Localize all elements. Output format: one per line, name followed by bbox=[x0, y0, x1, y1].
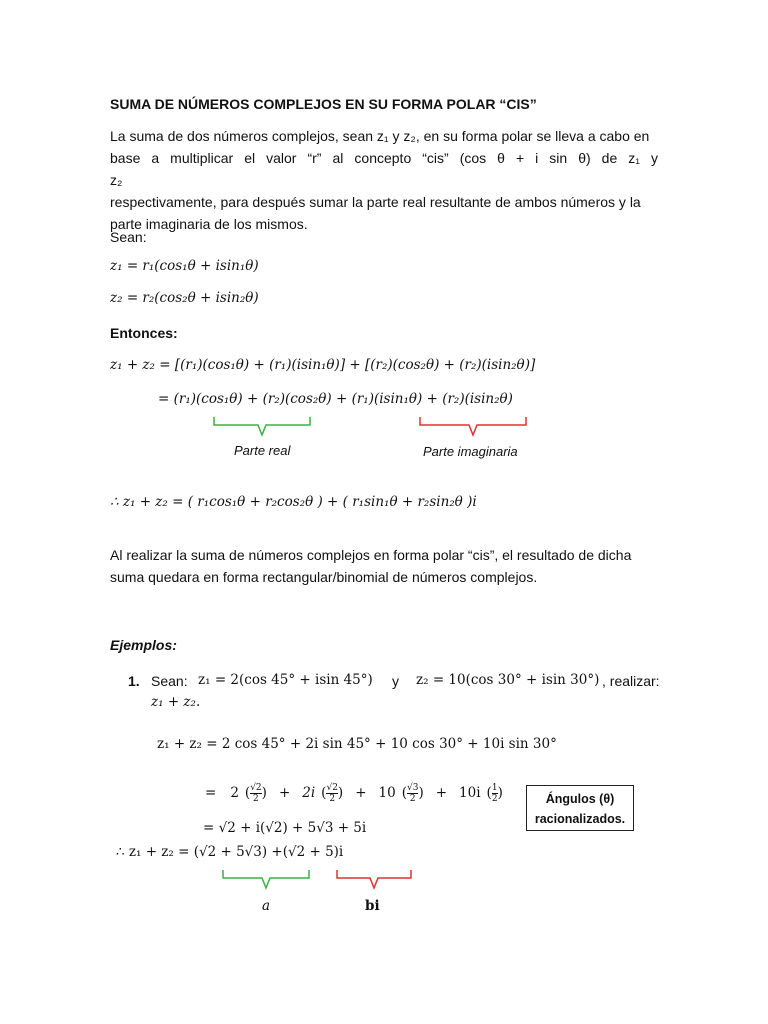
label-a: a bbox=[262, 898, 271, 914]
equation-therefore: ∴ z₁ + z₂ = ( r₁cos₁θ + r₂cos₂θ ) + ( r₁sin₁θ + r₂sin₂θ )i bbox=[110, 494, 477, 510]
conclusion-line: Al realizar la suma de números complejos en forma polar “cis”, el resultado de dicha bbox=[110, 547, 632, 563]
example-sean: Sean: bbox=[151, 673, 188, 689]
entonces-label: Entonces: bbox=[110, 325, 178, 341]
imaginary-bi-brace bbox=[335, 868, 413, 892]
equation-z1: z₁ = r₁(cos₁θ + isin₁θ) bbox=[110, 258, 259, 274]
label-imaginary-part: Parte imaginaria bbox=[423, 444, 518, 459]
intro-line: base a multiplicar el valor “r” al concepto “cis” (cos θ + i sin θ) de z₁ y z₂ bbox=[110, 150, 658, 188]
step2-fraction: ( √2 2 ) bbox=[244, 782, 267, 804]
step2-coef: 10 bbox=[378, 785, 396, 801]
example-step1: z₁ + z₂ = 2 cos 45° + 2i sin 45° + 10 cos 30° + 10i sin 30° bbox=[157, 736, 557, 752]
example-task-expression: z₁ + z₂. bbox=[151, 694, 201, 710]
ejemplos-label: Ejemplos: bbox=[110, 637, 177, 653]
example-step2 bbox=[205, 780, 503, 806]
example-and: y bbox=[392, 673, 399, 689]
step2-fraction: ( √2 2 ) bbox=[321, 782, 344, 804]
intro-paragraph bbox=[110, 125, 658, 235]
note-line: Ángulos (θ) bbox=[545, 792, 615, 806]
step2-coef: 10i bbox=[459, 785, 481, 801]
step2-fraction: ( 1 2 ) bbox=[486, 782, 503, 804]
label-real-part: Parte real bbox=[234, 443, 291, 458]
step2-coef: 2i bbox=[302, 785, 316, 801]
example-z2-definition: z₂ = 10(cos 30° + isin 30°) bbox=[416, 672, 600, 688]
example-z1-definition: z₁ = 2(cos 45° + isin 45°) bbox=[198, 672, 373, 688]
intro-line: La suma de dos números complejos, sean z₁ y z₂, en su forma polar se lleva a cabo en bbox=[110, 128, 650, 144]
equation-sum-line1: z₁ + z₂ = [(r₁)(cos₁θ) + (r₁)(isin₁θ)] + [(r₂)(cos₂θ) + (r₂)(isin₂θ)] bbox=[110, 357, 536, 373]
real-a-brace bbox=[221, 868, 311, 892]
conclusion-paragraph bbox=[110, 544, 658, 588]
example-step3: = √2 + i(√2) + 5√3 + 5i bbox=[203, 820, 367, 836]
imaginary-part-brace bbox=[418, 415, 528, 439]
step2-plus: + bbox=[278, 785, 291, 801]
intro-line: parte imaginaria de los mismos. bbox=[110, 216, 308, 232]
example-step4: ∴ z₁ + z₂ = (√2 + 5√3) +(√2 + 5)i bbox=[116, 844, 344, 860]
equation-z2: z₂ = r₂(cos₂θ + isin₂θ) bbox=[110, 290, 259, 306]
step2-equals: = bbox=[205, 785, 217, 801]
step2-plus: + bbox=[435, 785, 448, 801]
real-part-brace bbox=[212, 415, 312, 439]
sean-label: Sean: bbox=[110, 229, 147, 245]
step2-plus: + bbox=[355, 785, 367, 801]
note-box bbox=[526, 785, 634, 831]
equation-sum-line2: = (r₁)(cos₁θ) + (r₂)(cos₂θ) + (r₁)(isin₁θ) + (r₂)(isin₂θ) bbox=[158, 391, 513, 407]
step2-coef: 2 bbox=[230, 785, 239, 801]
page-title: SUMA DE NÚMEROS COMPLEJOS EN SU FORMA POLAR “CIS” bbox=[110, 96, 537, 112]
conclusion-line: suma quedara en forma rectangular/binomial de números complejos. bbox=[110, 569, 538, 585]
example-task: , realizar: bbox=[602, 673, 660, 689]
note-line: racionalizados. bbox=[534, 812, 626, 826]
example-number: 1. bbox=[128, 673, 140, 689]
intro-line: respectivamente, para después sumar la parte real resultante de ambos números y la bbox=[110, 194, 641, 210]
step2-fraction: ( √3 2 ) bbox=[401, 782, 424, 804]
label-bi: bi bbox=[365, 898, 380, 914]
